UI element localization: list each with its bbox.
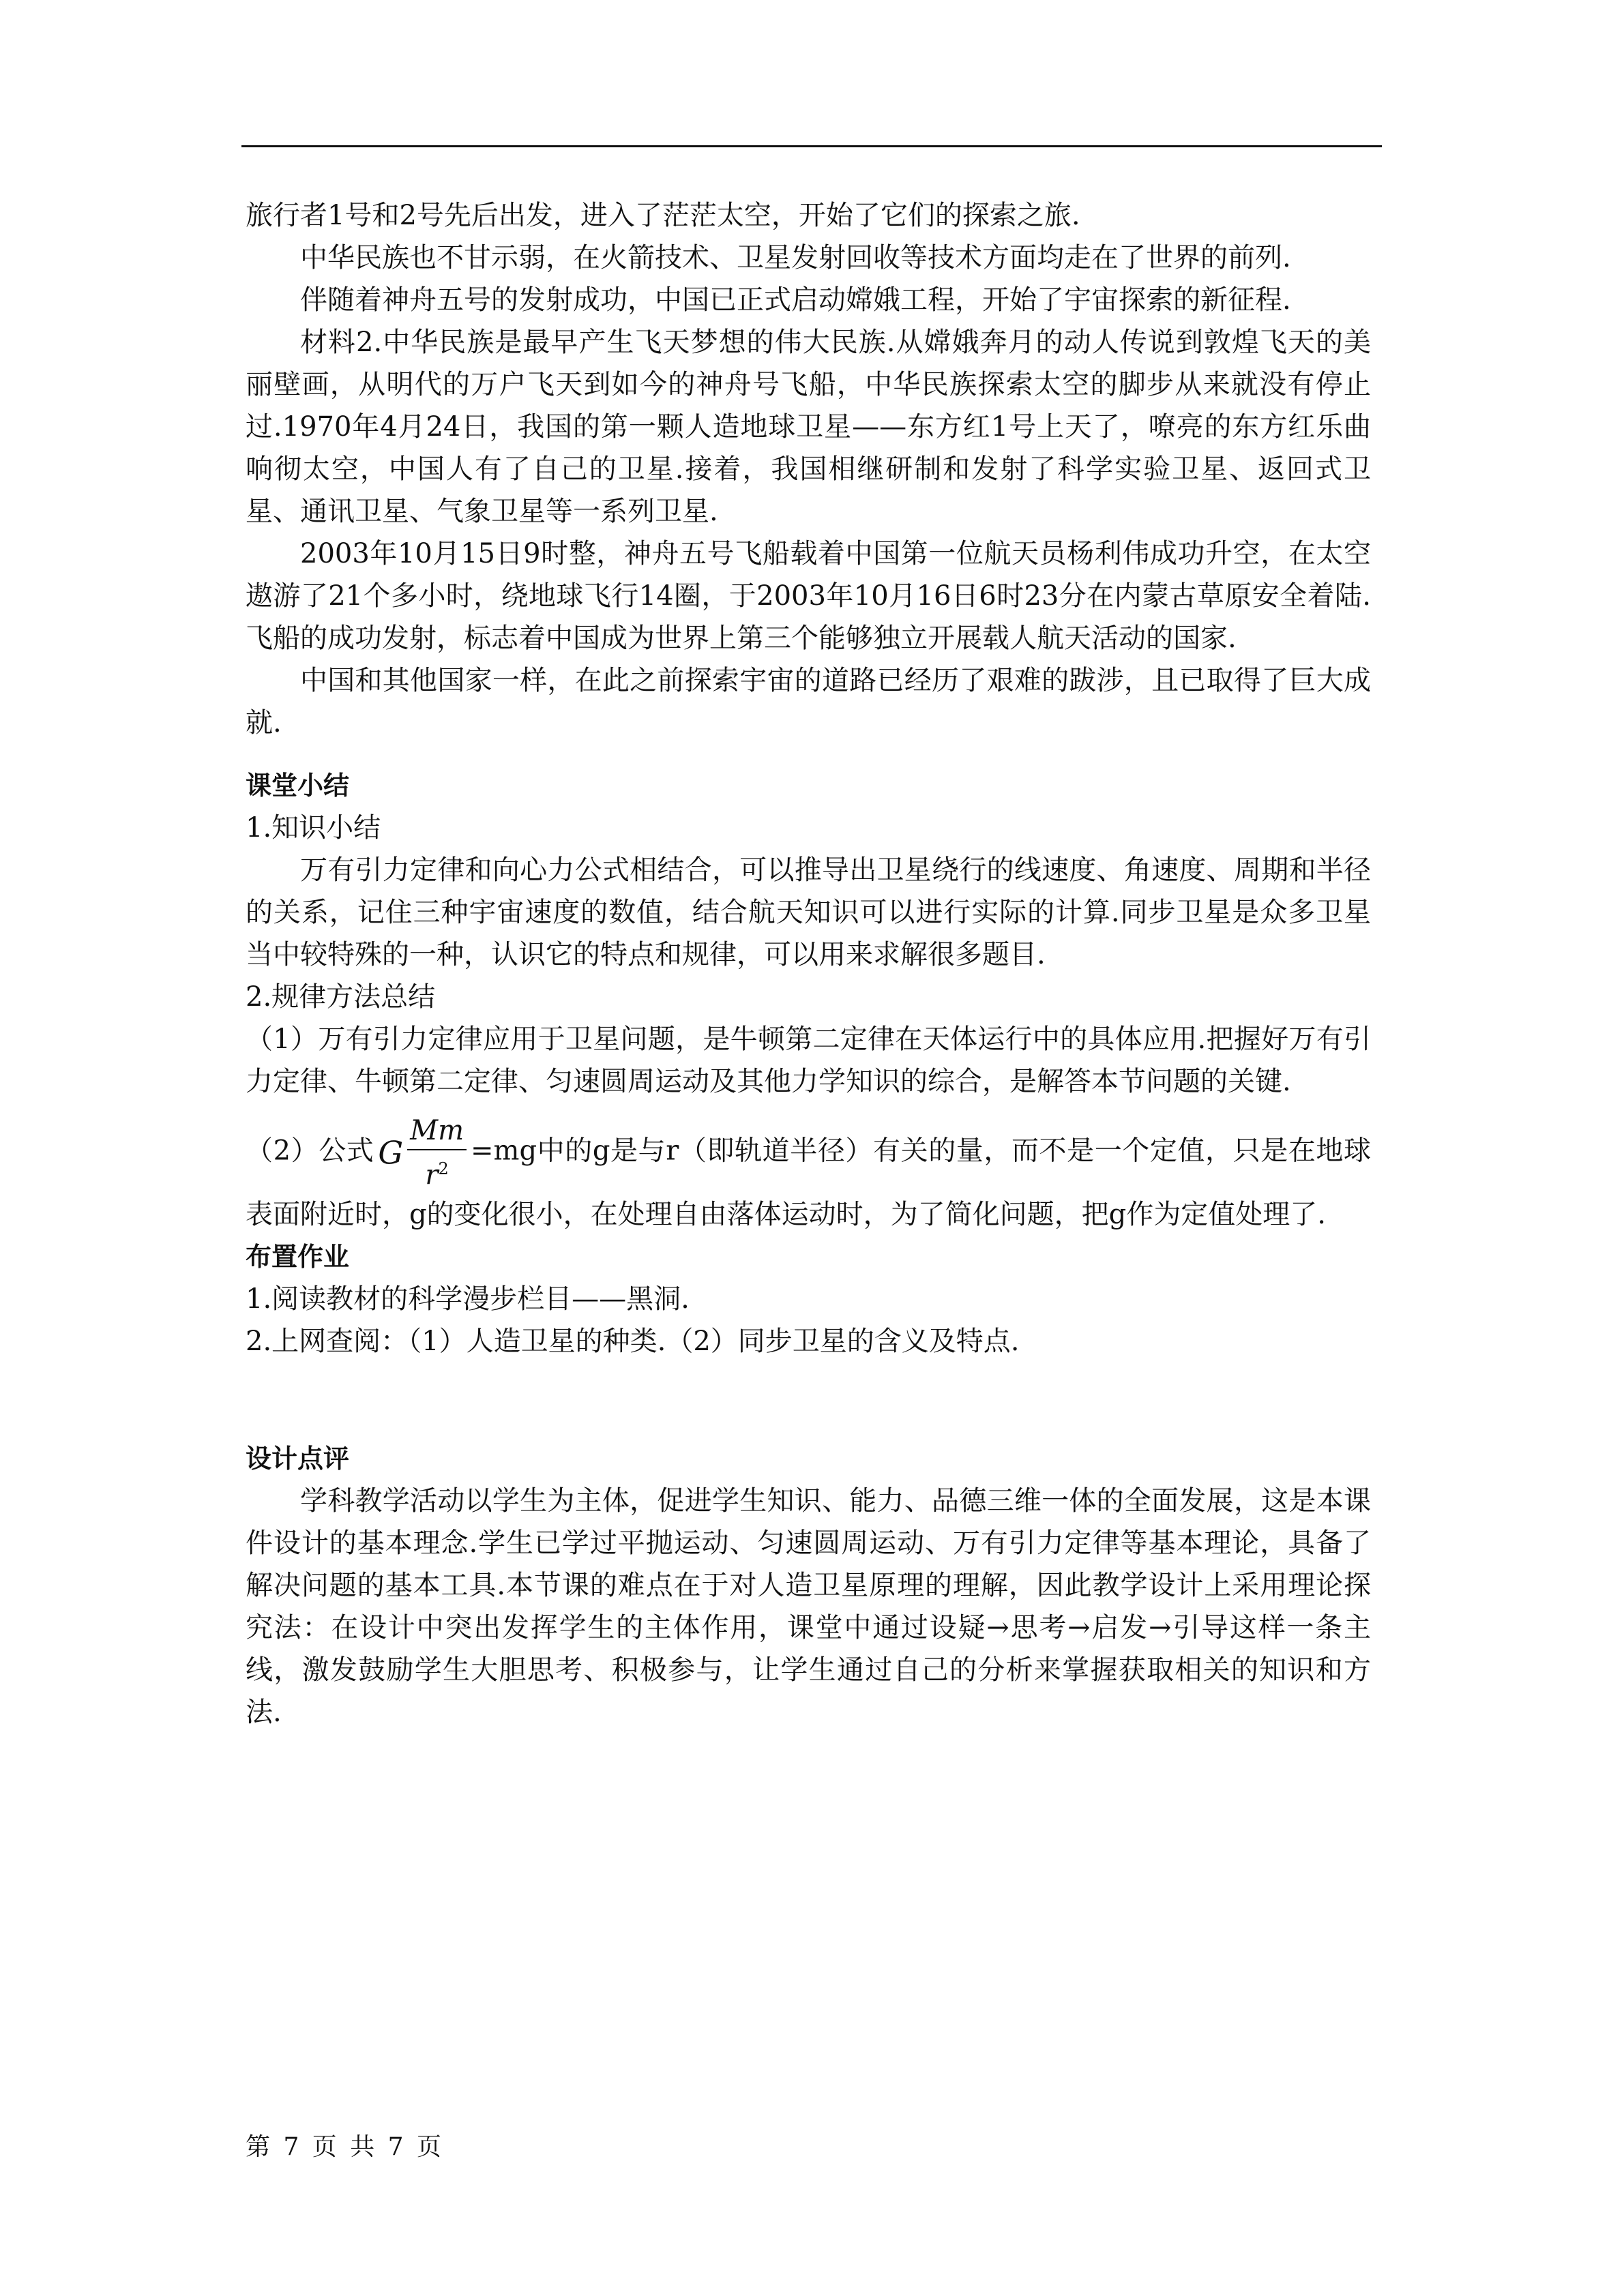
paragraph-method-2 (246, 1112, 1371, 1236)
paragraph-voyager: 旅行者1号和2号先后出发，进入了茫茫太空，开始了它们的探索之旅. (246, 200, 1080, 231)
paragraph-exploration: 中国和其他国家一样，在此之前探索宇宙的道路已经历了艰难的跋涉，且已取得了巨大成就. (246, 665, 1371, 739)
paragraph-shenzhou: 伴随着神舟五号的发射成功，中国已正式启动嫦娥工程，开始了宇宙探索的新征程. (300, 284, 1291, 316)
gravity-formula (378, 1112, 467, 1193)
heading-class-summary: 课堂小结 (246, 771, 350, 801)
formula-r: r (425, 1159, 439, 1191)
paragraph-2003-launch: 2003年10月15日9时整，神舟五号飞船载着中国第一位航天员杨利伟成功升空，在太空遨游了21个多小时，绕地球飞行14圈，于2003年10月16日6时23分在内蒙古草原安全着陆.飞船的成功发射，标志着中国成为世界上第三个能够独立开展载人航天活动的国家. (246, 538, 1371, 654)
document-body (246, 194, 1371, 1733)
homework-item-2: 2.上网查阅：（1）人造卫星的种类.（2）同步卫星的含义及特点. (246, 1326, 1020, 1358)
subheading-method-summary: 2.规律方法总结 (246, 981, 436, 1013)
heading-design-review: 设计点评 (246, 1444, 350, 1474)
formula-fraction (407, 1112, 467, 1193)
subheading-knowledge-summary: 1.知识小结 (246, 812, 381, 844)
formula-denominator (407, 1150, 467, 1193)
paragraph-china-tech: 中华民族也不甘示弱，在火箭技术、卫星发射回收等技术方面均走在了世界的前列. (300, 242, 1291, 273)
heading-homework: 布置作业 (246, 1242, 350, 1272)
paragraph-knowledge-summary: 万有引力定律和向心力公式相结合，可以推导出卫星绕行的线速度、角速度、周期和半径的关系，记住三种宇宙速度的数值，结合航天知识可以进行实际的计算.同步卫星是众多卫星当中较特殊的一种，认识它的特点和规律，可以用来求解很多题目. (246, 854, 1371, 970)
paragraph-method-1: （1）万有引力定律应用于卫星问题，是牛顿第二定律在天体运行中的具体应用.把握好万有引力定律、牛顿第二定律、匀速圆周运动及其他力学知识的综合，是解答本节问题的关键. (246, 1024, 1371, 1097)
paragraph-design-review: 学科教学活动以学生为主体，促进学生知识、能力、品德三维一体的全面发展，这是本课件设计的基本理念.学生已学过平抛运动、匀速圆周运动、万有引力定律等基本理论，具备了解决问题的基本工具.本节课的难点在于对人造卫星原理的理解，因此教学设计上采用理论探究法：在设计中突出发挥学生的主体作用，课堂中通过设疑→思考→启发→引导这样一条主线，激发鼓励学生大胆思考、积极参与，让学生通过自己的分析来掌握获取相关的知识和方法. (246, 1485, 1371, 1729)
formula-numerator: Mm (407, 1112, 467, 1150)
homework-item-1: 1.阅读教材的科学漫步栏目——黑洞. (246, 1283, 690, 1315)
formula-exponent: 2 (438, 1159, 449, 1178)
page-footer: 第 7 页 共 7 页 (246, 2133, 445, 2161)
formula-g-symbol: G (378, 1134, 404, 1172)
header-rule (241, 145, 1382, 147)
paragraph-material-2: 材料2.中华民族是最早产生飞天梦想的伟大民族.从嫦娥奔月的动人传说到敦煌飞天的美丽壁画，从明代的万户飞天到如今的神舟号飞船，中华民族探索太空的脚步从来就没有停止过.1970年4月24日，我国的第一颗人造地球卫星——东方红1号上天了，嘹亮的东方红乐曲响彻太空，中国人有了自己的卫星.接着，我国相继研制和发射了科学实验卫星、返回式卫星、通讯卫星、气象卫星等一系列卫星. (246, 327, 1371, 527)
method-2-text: =mg中的g是与r（即轨道半径）有关的量，而不是一个定值，只是在地球表面附近时，g的变化很小，在处理自由落体运动时，为了简化问题，把g作为定值处理了. (246, 1135, 1371, 1231)
method-2-prefix: （2）公式 (246, 1135, 374, 1167)
